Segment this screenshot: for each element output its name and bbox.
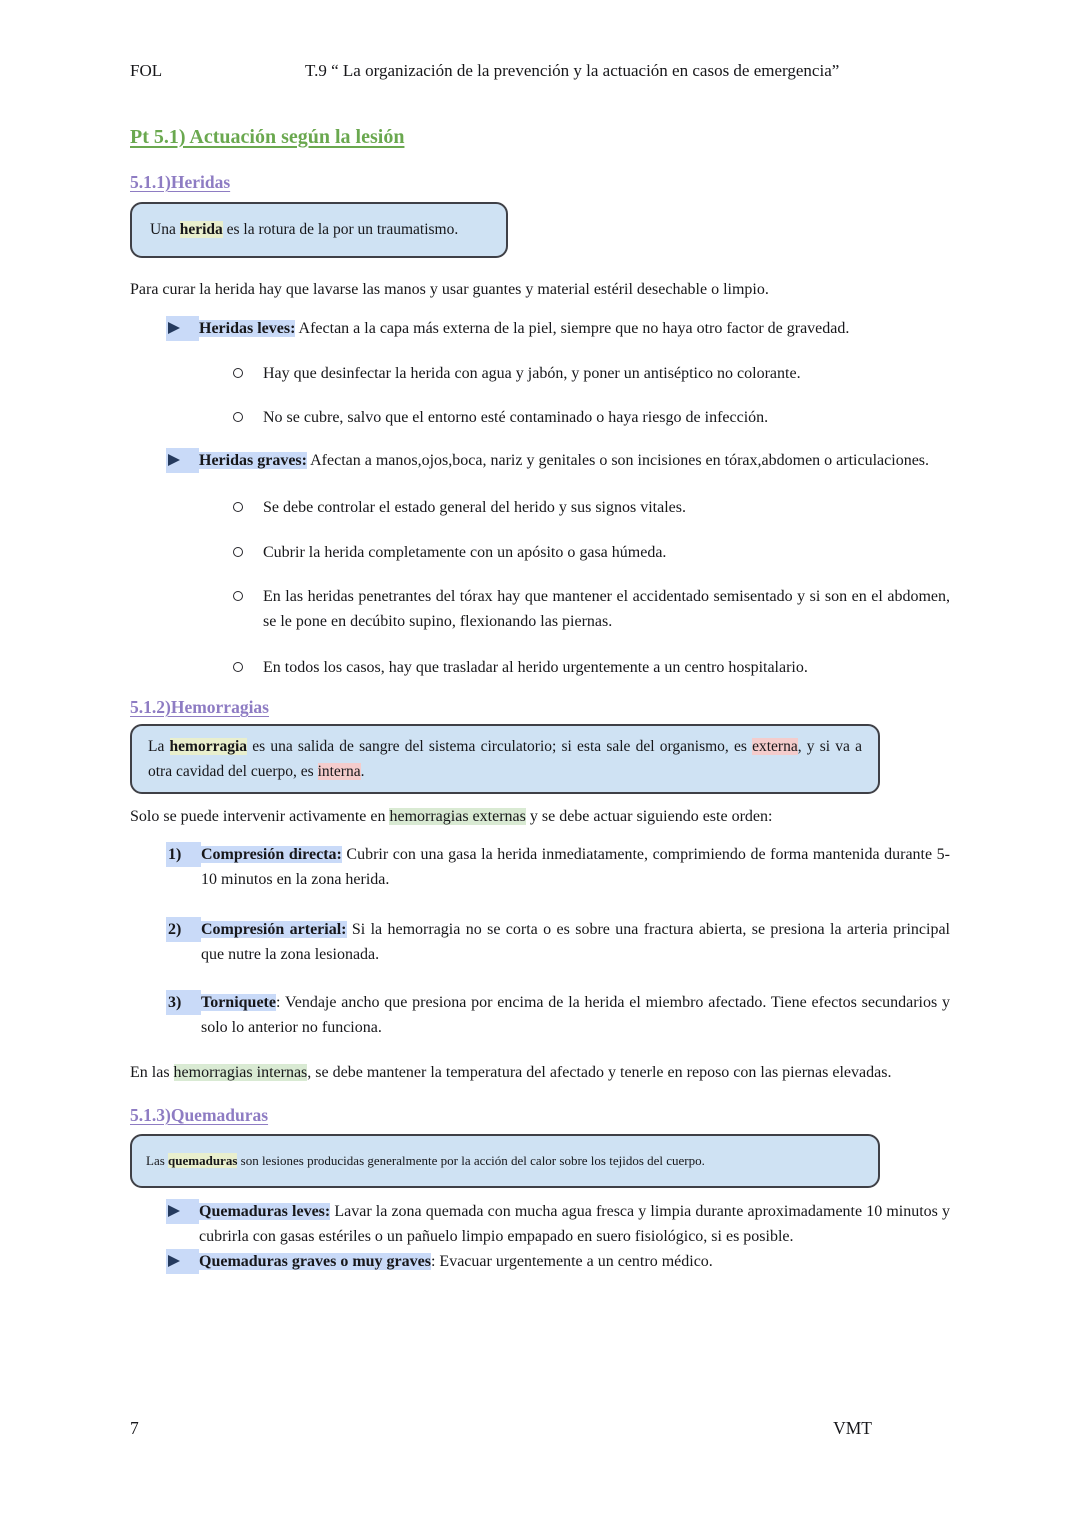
definition-text-pre: Una xyxy=(150,221,180,238)
document-header xyxy=(130,60,950,82)
outro-text-pre: En las xyxy=(130,1064,174,1081)
bullet-item-quemaduras-leves xyxy=(166,1199,950,1249)
main-heading: Pt 5.1) Actuación según la lesión xyxy=(130,126,405,148)
sub-bullet-item xyxy=(230,405,950,430)
sub-bullet-text: Cubrir la herida completamente con un apósito o gasa húmeda. xyxy=(263,544,667,561)
circle-bullet-icon xyxy=(230,405,263,430)
bullet-body xyxy=(199,316,950,341)
bullet-term: Quemaduras graves o muy graves xyxy=(199,1253,431,1270)
section-heading-hemorragias: 5.1.2)Hemorragias xyxy=(130,697,269,717)
definition-box-hemorragias xyxy=(130,724,880,794)
step-text: : Vendaje ancho que presiona por encima de la herida el miembro afectado. Tiene efectos secundarios y solo lo anterior no funciona. xyxy=(201,994,950,1036)
bullet-text: Lavar la zona quemada con mucha agua fresca y limpia durante aproximadamente 10 minutos y cubrirla con gasas estériles o un pañuelo limpio empapado en suero fisiológico, si es posible. xyxy=(199,1203,951,1245)
step-text: Si la hemorragia no se corta o es sobre una fractura abierta, se presiona la arteria principal que nutre la zona lesionada. xyxy=(201,921,951,963)
paragraph-intro-heridas: Para curar la herida hay que lavarse las manos y usar guantes y material estéril desechable o limpio. xyxy=(130,281,769,298)
sub-bullet-text: En todos los casos, hay que trasladar al herido urgentemente a un centro hospitalario. xyxy=(263,659,808,676)
step-item-torniquete xyxy=(166,990,950,1040)
sub-bullet-item xyxy=(230,361,950,386)
step-body xyxy=(201,842,950,892)
bullet-term: Heridas graves: xyxy=(199,452,307,469)
keyword-hemorragias-externas: hemorragias externas xyxy=(389,808,526,825)
sub-bullet-item xyxy=(230,495,950,520)
circle-bullet-icon xyxy=(230,584,263,609)
keyword-quemaduras: quemaduras xyxy=(168,1153,238,1168)
outro-text-post: , se debe mantener la temperatura del afectado y tenerle en reposo con las piernas elevadas. xyxy=(307,1064,892,1081)
keyword-externa: externa xyxy=(752,738,798,755)
bullet-body xyxy=(199,1199,950,1249)
circle-bullet-icon xyxy=(230,495,263,520)
arrow-bullet-icon xyxy=(166,1199,199,1224)
document-title: T.9 “ La organización de la prevención y la actuación en casos de emergencia” xyxy=(305,61,840,80)
step-term: Compresión directa: xyxy=(201,846,342,863)
definition-text: La xyxy=(148,738,170,755)
step-number: 3) xyxy=(166,990,201,1015)
bullet-item-quemaduras-graves xyxy=(166,1249,950,1274)
intro-text-post: y se debe actuar siguiendo este orden: xyxy=(525,808,773,825)
bullet-term: Quemaduras leves: xyxy=(199,1203,331,1220)
definition-text-post: es la rotura de la por un traumatismo. xyxy=(222,221,459,238)
sub-bullet-text: Se debe controlar el estado general del herido y sus signos vitales. xyxy=(263,499,686,516)
page-number: 7 xyxy=(130,1418,139,1438)
section-heading-quemaduras: 5.1.3)Quemaduras xyxy=(130,1105,269,1125)
arrow-bullet-icon xyxy=(166,316,199,341)
course-code: FOL xyxy=(130,61,163,80)
sub-bullet-text: En las heridas penetrantes del tórax hay que mantener el accidentado semisentado y si son en el abdomen, se le pone en decúbito supino, flexionando las piernas. xyxy=(263,588,950,630)
sub-bullet-item xyxy=(230,540,950,565)
bullet-item-heridas-leves xyxy=(166,316,950,341)
sub-bullet-text: Hay que desinfectar la herida con agua y jabón, y poner un antiséptico no colorante. xyxy=(263,365,801,382)
step-text: Cubrir con una gasa la herida inmediatamente, comprimiendo de forma mantenida durante 5-10 minutos en la zona herida. xyxy=(201,846,951,888)
paragraph-outro-hemorragias xyxy=(130,1060,950,1085)
intro-text-pre: Solo se puede intervenir activamente en xyxy=(130,808,390,825)
definition-box-quemaduras xyxy=(130,1134,880,1188)
step-number: 2) xyxy=(166,917,201,942)
bullet-term: Heridas leves: xyxy=(199,320,296,337)
step-item-compresion-directa xyxy=(166,842,950,892)
arrow-bullet-icon xyxy=(166,448,199,473)
step-body xyxy=(201,990,950,1040)
step-item-compresion-arterial xyxy=(166,917,950,967)
circle-bullet-icon xyxy=(230,655,263,680)
step-number: 1) xyxy=(166,842,201,867)
definition-text-pre: Las xyxy=(146,1153,169,1168)
paragraph-intro-hemorragias xyxy=(130,804,950,829)
step-term: Torniquete xyxy=(201,994,276,1011)
circle-bullet-icon xyxy=(230,540,263,565)
keyword-hemorragias-internas: hemorragias internas xyxy=(173,1064,308,1081)
bullet-body xyxy=(199,448,950,473)
bullet-text: Afectan a manos,ojos,boca, nariz y genitales o son incisiones en tórax,abdomen o articulaciones. xyxy=(306,452,930,469)
bullet-text: Afectan a la capa más externa de la piel, siempre que no haya otro factor de gravedad. xyxy=(295,320,850,337)
keyword-hemorragia: hemorragia xyxy=(169,738,248,755)
sub-bullet-item xyxy=(230,584,950,634)
sub-bullet-text: No se cubre, salvo que el entorno esté contaminado o haya riesgo de infección. xyxy=(263,409,769,426)
definition-text-post: son lesiones producidas generalmente por la acción del calor sobre los tejidos del cuerpo. xyxy=(237,1153,705,1168)
circle-bullet-icon xyxy=(230,361,263,386)
keyword-interna: interna xyxy=(317,763,361,780)
bullet-text: : Evacuar urgentemente a un centro médico. xyxy=(430,1253,713,1270)
definition-text: . xyxy=(360,763,365,780)
sub-bullet-item xyxy=(230,655,950,680)
definition-box-heridas xyxy=(130,202,508,258)
bullet-body xyxy=(199,1249,950,1274)
section-heading-heridas: 5.1.1)Heridas xyxy=(130,172,231,192)
definition-text: es una salida de sangre del sistema circulatorio; si esta sale del organismo, es xyxy=(247,738,753,755)
bullet-item-heridas-graves xyxy=(166,448,950,473)
definition-text: , y si va a otra cavidad del cuerpo, es xyxy=(148,738,862,780)
author-initials: VMT xyxy=(833,1418,872,1438)
step-term: Compresión arterial: xyxy=(201,921,347,938)
document-footer xyxy=(130,1418,950,1439)
step-body xyxy=(201,917,950,967)
keyword-herida: herida xyxy=(179,221,223,238)
arrow-bullet-icon xyxy=(166,1249,199,1274)
